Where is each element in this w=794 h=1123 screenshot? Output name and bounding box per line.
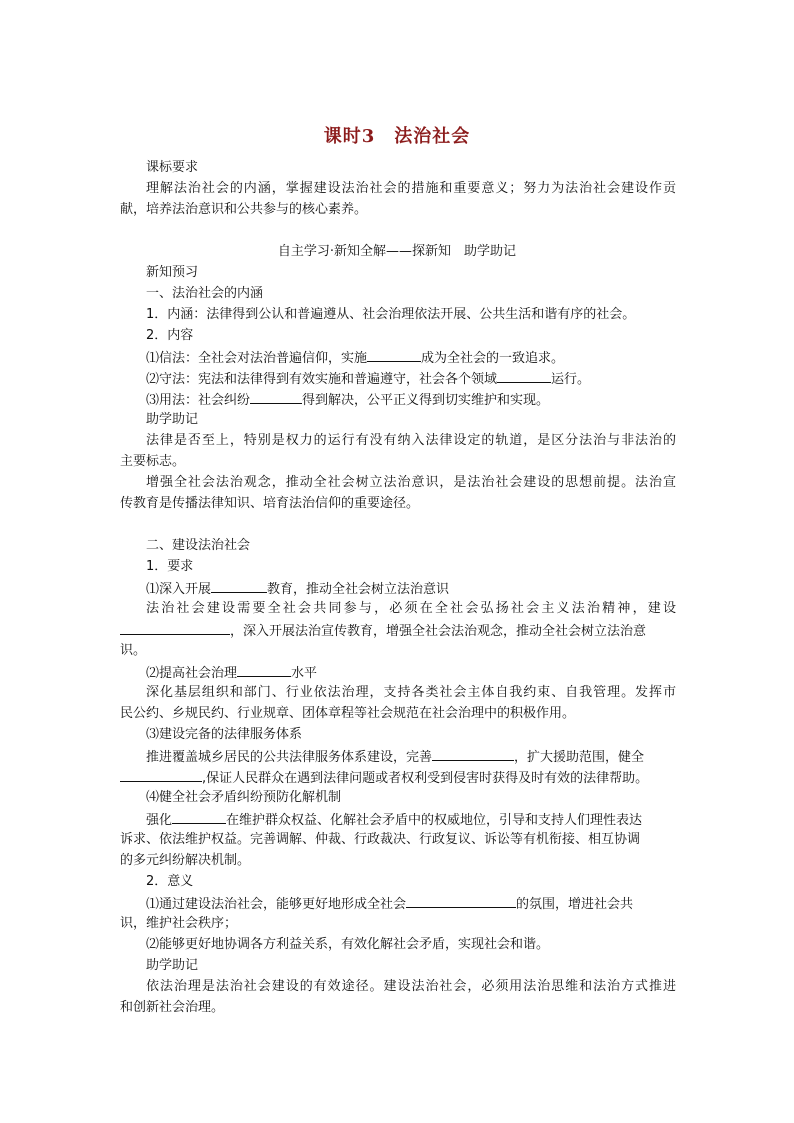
part1-item2: 2．内容 [146, 328, 194, 343]
part2-r4-p-line1: 强化 在维护群众权益、化解社会矛盾中的权威地位，引导和支持人们理性表达 [146, 813, 643, 828]
section-heading: 自主学习·新知全解——探新知 助学助记 [277, 244, 517, 259]
fill-blank[interactable] [211, 580, 267, 593]
part2-r1-heading: ⑴深入开展 教育，推动全社会树立法治意识 [146, 582, 450, 597]
part1-title: 一、法治社会的内涵 [146, 286, 264, 301]
part1-item1: 1．内涵：法律得到公认和普遍遵从、社会治理依法开展、公共生活和谐有序的社会。 [146, 307, 636, 322]
fill-blank[interactable] [497, 370, 551, 383]
part2-s2: ⑵能够更好地协调各方利益关系，有效化解社会矛盾，实现社会和谐。 [146, 937, 550, 952]
fill-blank[interactable] [367, 349, 421, 362]
part1-use: ⑶用法：社会纠纷 得到解决，公平正义得到切实维护和实现。 [146, 393, 550, 408]
part2-help-line1: 依法治理是法治社会建设的有效途径。建设法治社会，必须用法治思维和法治方式推进 [146, 979, 676, 994]
part2-r3-p-line1: 推进覆盖城乡居民的公共法律服务体系建设，完善 ，扩大援助范围，健全 [146, 750, 645, 765]
part2-r3-p-line2: ,保证人民群众在遇到法律问题或者权利受到侵害时获得及时有效的法律帮助。 [120, 769, 648, 787]
part1-obey: ⑵守法：宪法和法律得到有效实施和普遍遵守，社会各个领域 运行。 [146, 372, 591, 387]
standard-text-line1: 理解法治社会的内涵，掌握建设法治社会的措施和重要意义；努力为法治社会建设作贡 [146, 181, 676, 196]
part1-help-p1-line2: 主要标志。 [120, 454, 186, 469]
part2-r4-heading: ⑷健全社会矛盾纠纷预防化解机制 [146, 790, 342, 805]
fill-blank[interactable] [432, 748, 514, 761]
part1-help-p2-line1: 增强全社会法治观念，推动全社会树立法治意识，是法治社会建设的思想前提。法治宣 [146, 475, 676, 490]
fill-blank[interactable] [250, 391, 302, 404]
fill-blank[interactable] [237, 664, 291, 677]
fill-blank[interactable] [120, 769, 202, 782]
part2-r4-p-line3: 的多元纠纷解决机制。 [120, 853, 251, 868]
standard-heading: 课标要求 [146, 160, 199, 175]
part2-title: 二、建设法治社会 [146, 538, 251, 553]
part1-help-p2-line2: 传教育是传播法律知识、培育法治信仰的重要途径。 [120, 496, 420, 511]
part1-help-heading: 助学助记 [146, 412, 199, 427]
part1-belief: ⑴信法：全社会对法治普遍信仰，实施 成为全社会的一致追求。 [146, 351, 565, 366]
part2-s1-line1: ⑴通过建设法治社会，能够更好地形成全社会 的氛围，增进社会共 [146, 897, 634, 912]
fill-blank[interactable] [172, 811, 226, 824]
part2-help-heading: 助学助记 [146, 958, 199, 973]
part2-help-line2: 和创新社会治理。 [120, 1000, 225, 1015]
part2-requirements: 1．要求 [146, 559, 194, 574]
page-title: 课时3 法治社会 [323, 126, 471, 147]
part2-r4-p-line2: 诉求、依法维护权益。完善调解、仲裁、行政裁决、行政复议、诉讼等有机衔接、相互协调 [120, 832, 641, 847]
part2-r2-p-line2: 民公约、乡规民约、行业规章、团体章程等社会规范在社会治理中的积极作用。 [120, 706, 576, 721]
part2-r2-heading: ⑵提高社会治理 水平 [146, 666, 318, 681]
part2-significance: 2．意义 [146, 874, 194, 889]
part1-help-p1-line1: 法律是否至上，特别是权力的运行有没有纳入法律设定的轨道，是区分法治与非法治的 [146, 433, 676, 448]
part2-r2-p-line1: 深化基层组织和部门、行业依法治理，支持各类社会主体自我约束、自我管理。发挥市 [146, 685, 676, 700]
part2-r1-p-line1: 法治社会建设需要全社会共同参与，必须在全社会弘扬社会主义法治精神，建设 [146, 601, 676, 616]
part2-r1-p-line3: 识。 [120, 643, 147, 658]
fill-blank[interactable] [120, 622, 230, 635]
preview-heading: 新知预习 [146, 265, 199, 280]
standard-text-line2: 献，培养法治意识和公共参与的核心素养。 [120, 202, 368, 217]
fill-blank[interactable] [406, 895, 516, 908]
part2-s1-line2: 识，维护社会秩序； [120, 916, 238, 931]
part2-r1-p-line2: ，深入开展法治宣传教育，增强全社会法治观念，推动全社会树立法治意 [120, 622, 646, 640]
part2-r3-heading: ⑶建设完备的法律服务体系 [146, 727, 303, 742]
